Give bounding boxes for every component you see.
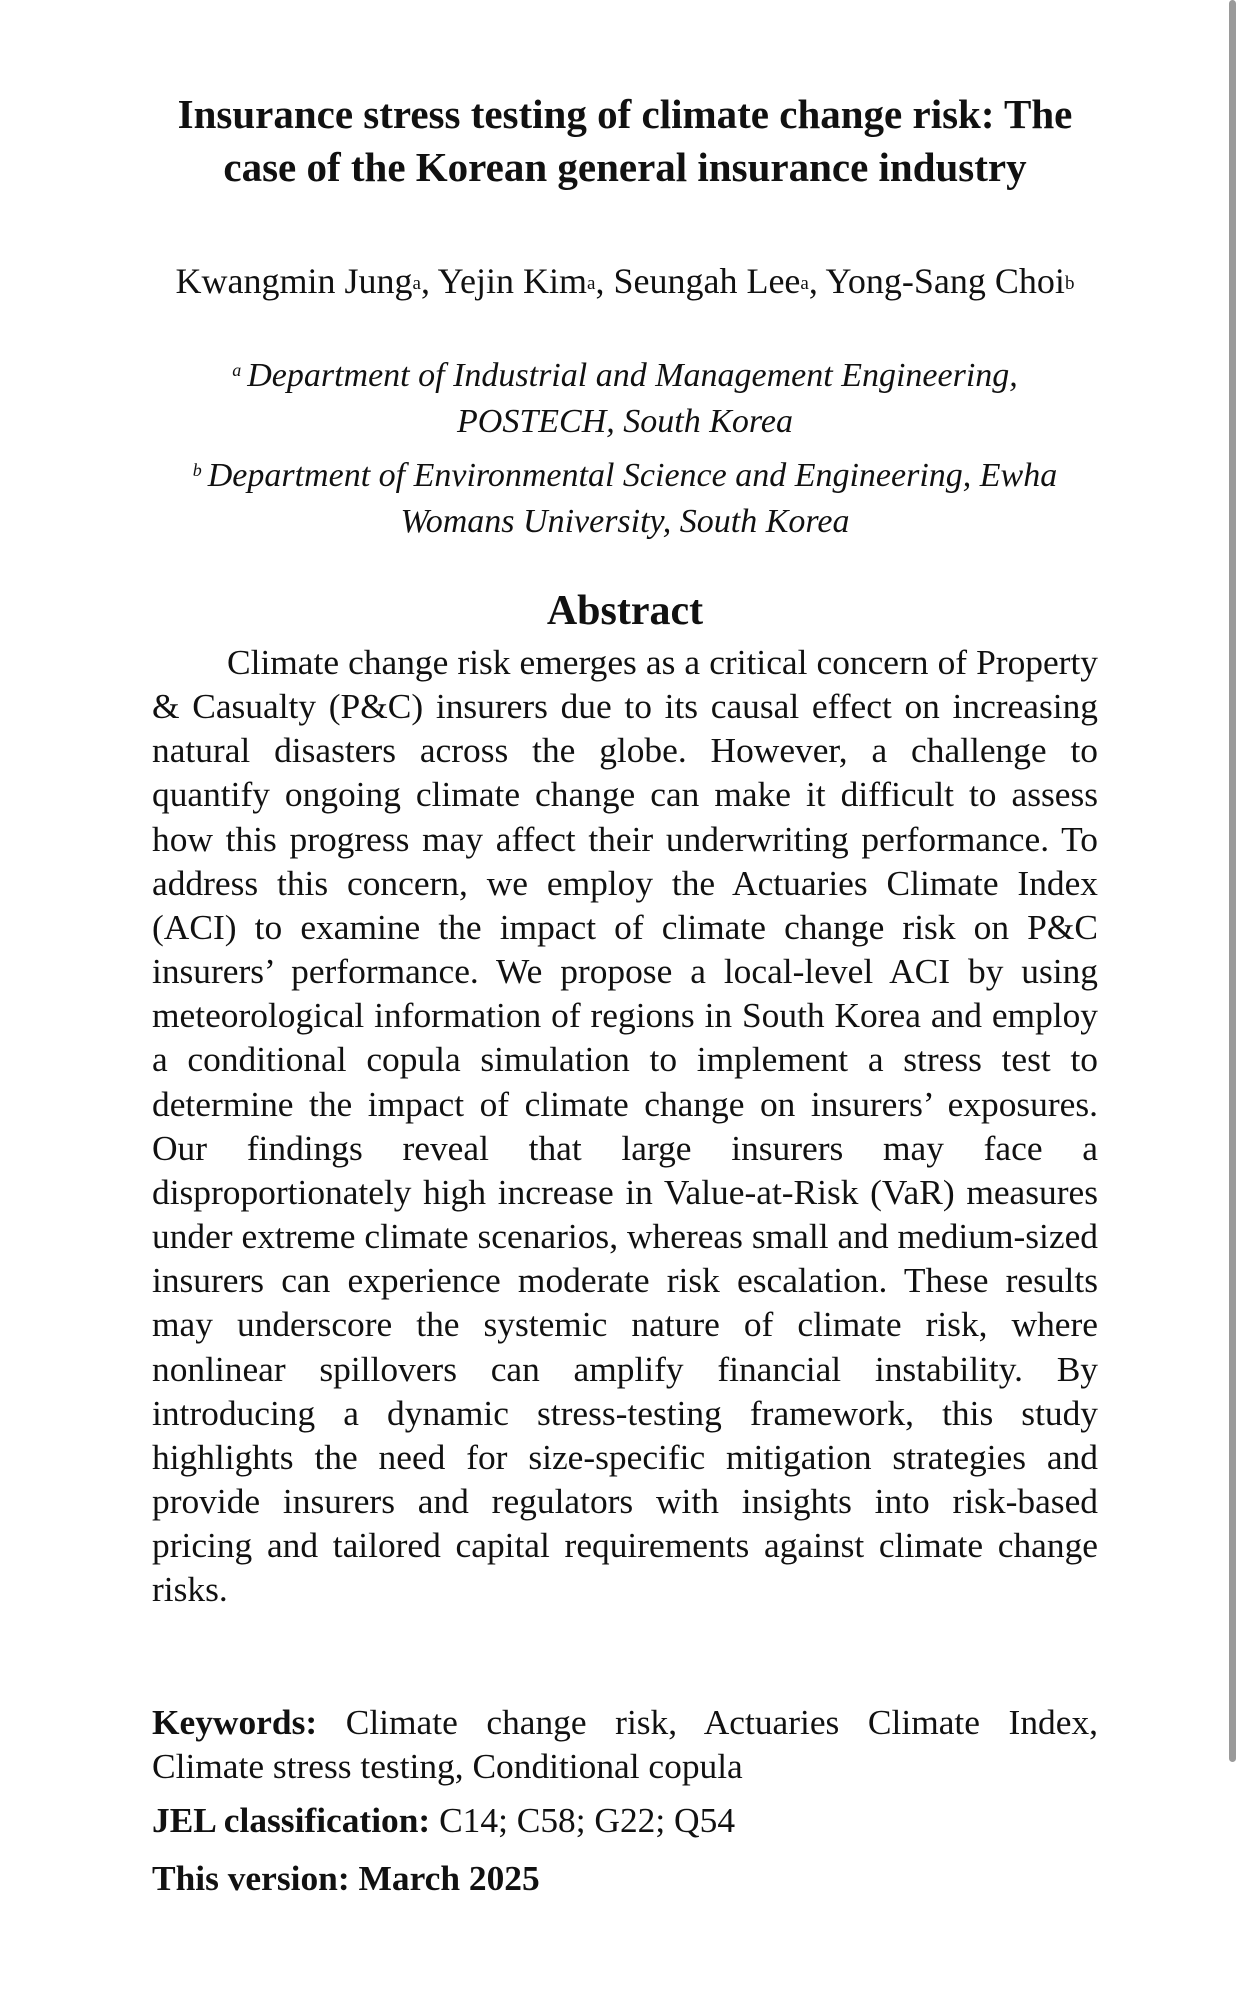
author-affiliation-mark: a [412, 273, 421, 294]
keywords-text: Climate change risk, Actuaries Climate Index, Climate stress testing, Conditional copula [152, 1702, 1098, 1786]
author-affiliation-mark: a [587, 273, 596, 294]
jel-classification [152, 1798, 1098, 1842]
author [613, 261, 825, 301]
author [826, 261, 1075, 301]
author-separator: , [420, 261, 438, 301]
scrollbar[interactable] [1229, 0, 1236, 1762]
author-affiliation-mark: b [1064, 273, 1075, 294]
author-name: Yong-Sang Choi [825, 261, 1065, 301]
author-name: Kwangmin Jung [175, 261, 413, 301]
author [438, 261, 614, 301]
author-name: Yejin Kim [437, 261, 588, 301]
author-separator: , [808, 261, 826, 301]
affiliation-mark: a [232, 360, 242, 380]
affiliation-b [152, 455, 1098, 543]
author-separator: , [595, 261, 614, 301]
affiliation-a [152, 355, 1098, 443]
affiliation-text: Department of Environmental Science and Engineering, Ewha Womans University, South Korea [207, 457, 1058, 540]
author [176, 261, 438, 301]
jel-codes: C14; C58; G22; Q54 [439, 1800, 736, 1840]
author-name: Seungah Lee [613, 261, 801, 301]
keywords [152, 1700, 1098, 1788]
affiliation-text: Department of Industrial and Management Engineering, POSTECH, South Korea [247, 357, 1018, 440]
author-list [152, 260, 1098, 309]
version-line: This version: March 2025 [152, 1858, 540, 1898]
affiliation-mark: b [192, 460, 202, 480]
abstract-text: Climate change risk emerges as a critical concern of Property & Casualty (P&C) insurers due to its causal effect on increasing natural disasters across the globe. However, a challenge to quantify ongoing climate change can make it difficult to assess how this progress may affect their underwriting performance. To address this concern, we employ the Actuaries Climate Index (ACI) to examine the impact of climate change risk on P&C insurers’ performance. We propose a local-level ACI by using meteorological information of regions in South Korea and employ a conditional copula simulation to implement a stress test to determine the impact of climate change on insurers’ exposures. Our findings reveal that large insurers may face a disproportionately high increase in Value-at-Risk (VaR) measures under extreme climate scenarios, whereas small and medium-sized insurers can experience moderate risk escalation. These results may underscore the systemic nature of climate risk, where nonlinear spillovers can amplify financial instability. By introducing a dynamic stress-testing framework, this study highlights the need for size-specific mitigation strategies and provide insurers and regulators with insights into risk-based pricing and tailored capital requirements against climate change risks. [152, 642, 1098, 1610]
author-affiliation-mark: a [800, 273, 809, 294]
jel-label: JEL classification: [152, 1800, 431, 1840]
keywords-label: Keywords: [152, 1702, 318, 1742]
abstract-heading: Abstract [546, 588, 704, 634]
paper-title: Insurance stress testing of climate change risk: The case of the Korean general insurance industry [177, 91, 1073, 190]
